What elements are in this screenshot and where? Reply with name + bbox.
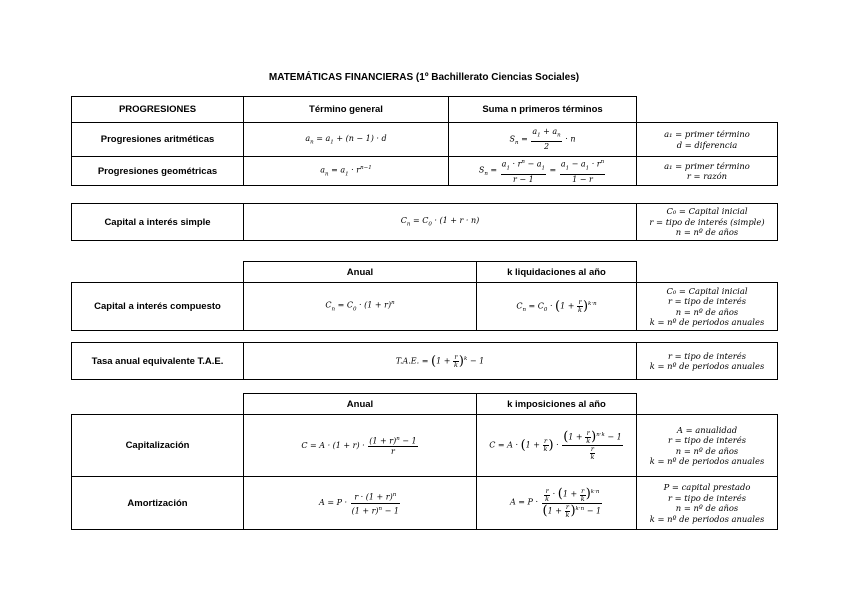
tae-notes: r = tipo de interés k = nº de periodos anuales bbox=[637, 343, 778, 380]
blank-cell bbox=[72, 262, 244, 283]
interes-compuesto-table bbox=[71, 261, 778, 331]
tae-label: Tasa anual equivalente T.A.E. bbox=[72, 343, 244, 380]
simple-label: Capital a interés simple bbox=[72, 204, 244, 241]
anualidades-table bbox=[71, 393, 778, 530]
geometricas-notes: a₁ = primer término r = razón bbox=[637, 157, 778, 186]
amortizacion-notes: P = capital prestado r = tipo de interés n = nº de años k = nº de periodos anuales bbox=[637, 477, 778, 530]
compuesto-label: Capital a interés compuesto bbox=[72, 283, 244, 331]
tae-table bbox=[71, 342, 778, 380]
termino-general-header: Término general bbox=[244, 97, 449, 123]
geometrica-suma-formula: $S_n$ = $\frac{a_1 \cdot r^n - a_1}{r - 1}$ = $\frac{a_1 - a_1 \cdot r^n}{1 - r}$ bbox=[449, 157, 637, 186]
blank-cell bbox=[637, 394, 778, 415]
compuesto-k-header: k liquidaciones al año bbox=[477, 262, 637, 283]
amortizacion-anual-formula: A = P · $\frac{r \cdot (1 + r)^n}{(1 + r)^n - 1}$ bbox=[244, 477, 477, 530]
compuesto-anual-header: Anual bbox=[244, 262, 477, 283]
simple-formula: $C_n = C_0 \cdot (1 + r \cdot n)$ bbox=[244, 204, 637, 241]
interes-simple-table bbox=[71, 203, 778, 241]
blank-cell bbox=[637, 262, 778, 283]
amortizacion-k-formula: A = P · $\frac{r}{k}$ · (1 + $\frac{r}{k}$ )$^{k\cdot n}$ (1 + $\frac{r}{k}$ )$^{k\cdot n}$ − 1 bbox=[477, 477, 637, 530]
anualidades-anual-header: Anual bbox=[244, 394, 477, 415]
capitalizacion-anual-formula: C = A · (1 + r) · $\frac{(1 + r)^n - 1}{r}$ bbox=[244, 415, 477, 477]
suma-header: Suma n primeros términos bbox=[449, 97, 637, 123]
geometrica-termino-formula: $a_n = a_1 \cdot r^{n-1}$ bbox=[244, 157, 449, 186]
compuesto-notes: C₀ = Capital inicial r = tipo de interés n = nº de años k = nº de periodos anuales bbox=[637, 283, 778, 331]
page-title: MATEMÁTICAS FINANCIERAS (1º Bachillerato Ciencias Sociales) bbox=[268, 72, 580, 83]
tae-formula: T.A.E. = (1 + $\frac{r}{k}$ )$^k$ − 1 bbox=[244, 343, 637, 380]
aritmeticas-notes: a₁ = primer término d = diferencia bbox=[637, 123, 778, 157]
blank-cell bbox=[637, 97, 778, 123]
aritmetica-suma-formula: $S_n$ = $\frac{a_1 + a_n}{2}$ · n bbox=[449, 123, 637, 157]
compuesto-anual-formula: $C_n = C_0 \cdot (1 + r)^n$ bbox=[244, 283, 477, 331]
amortizacion-label: Amortización bbox=[72, 477, 244, 530]
aritmeticas-label: Progresiones aritméticas bbox=[72, 123, 244, 157]
capitalizacion-k-formula: C = A · (1 + $\frac{r}{k}$ ) · (1 + $\frac{r}{k}$ )$^{n\cdot k}$ − 1 $\frac{r}{k}$ bbox=[477, 415, 637, 477]
aritmetica-termino-formula: $a_n = a_1 + (n - 1) \cdot d$ bbox=[244, 123, 449, 157]
simple-notes: C₀ = Capital inicial r = tipo de interés (simple) n = nº de años bbox=[637, 204, 778, 241]
capitalizacion-notes: A = anualidad r = tipo de interés n = nº de años k = nº de periodos anuales bbox=[637, 415, 778, 477]
progresiones-table bbox=[71, 96, 778, 186]
progresiones-header: PROGRESIONES bbox=[72, 97, 244, 123]
capitalizacion-label: Capitalización bbox=[72, 415, 244, 477]
compuesto-k-formula: $C_n = C_0 \cdot (1$ + $\frac{r}{k}$ )$^{k\cdot n}$ bbox=[477, 283, 637, 331]
anualidades-k-header: k imposiciones al año bbox=[477, 394, 637, 415]
geometricas-label: Progresiones geométricas bbox=[72, 157, 244, 186]
blank-cell bbox=[72, 394, 244, 415]
